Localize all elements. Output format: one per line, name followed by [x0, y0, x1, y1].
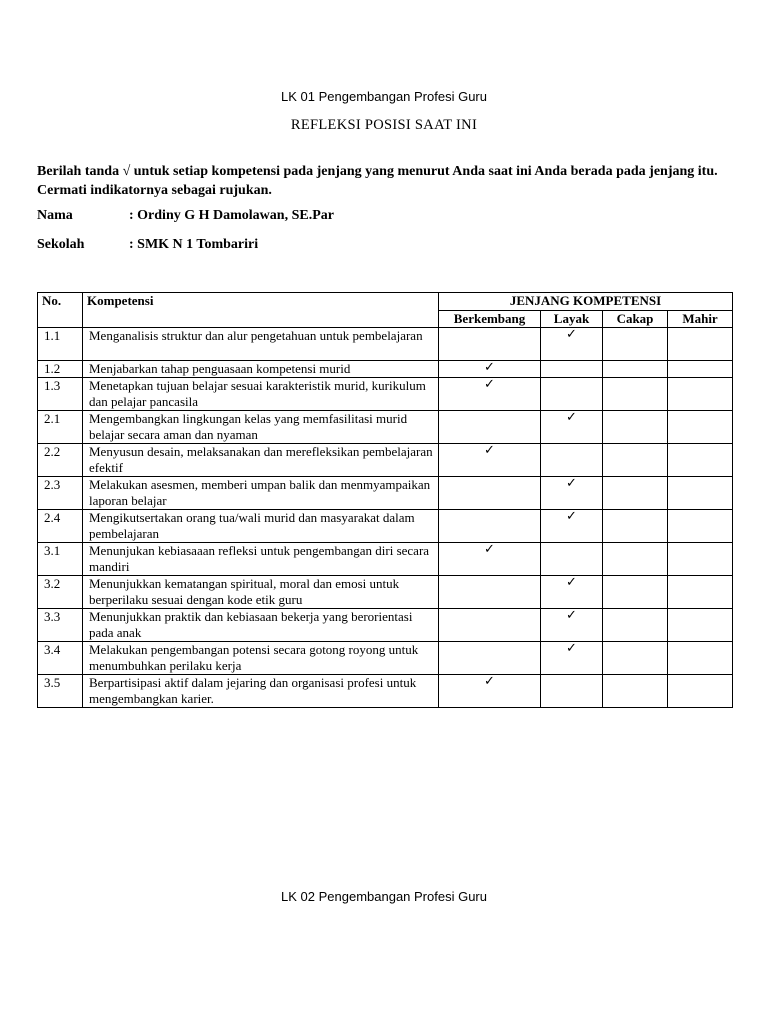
column-header-kompetensi: Kompetensi — [83, 293, 439, 328]
checkmark-icon: ✓ — [484, 674, 495, 689]
level-cell-mahir — [668, 675, 733, 708]
row-number: 3.4 — [38, 642, 83, 675]
instruction-text: Berilah tanda √ untuk setiap kompetensi pada jenjang yang menurut Anda saat ini Anda berada pada jenjang itu. Cermati indikatornya sebagai rujukan. — [37, 164, 718, 198]
table-row — [38, 675, 733, 708]
checkmark-icon: ✓ — [484, 542, 495, 557]
level-cell-cakap — [603, 543, 668, 576]
competency-text: Menjabarkan tahap penguasaan kompetensi murid — [83, 361, 439, 378]
document-header-lk02: LK 02 Pengembangan Profesi Guru — [281, 889, 487, 904]
school-field — [37, 237, 258, 253]
competency-table-body — [38, 328, 733, 708]
level-cell-berkembang — [439, 444, 541, 477]
table-row — [38, 477, 733, 510]
row-number: 3.1 — [38, 543, 83, 576]
table-row — [38, 411, 733, 444]
name-label: Nama — [37, 208, 73, 223]
column-header-berkembang: Berkembang — [439, 311, 541, 328]
table-row — [38, 378, 733, 411]
competency-text: Melakukan asesmen, memberi umpan balik dan menmyampaikan laporan belajar — [83, 477, 439, 510]
level-cell-berkembang — [439, 378, 541, 411]
table-row — [38, 444, 733, 477]
checkmark-icon: ✓ — [566, 327, 577, 342]
table-row — [38, 328, 733, 361]
level-cell-cakap — [603, 642, 668, 675]
school-value: : SMK N 1 Tombariri — [129, 237, 259, 252]
level-cell-layak — [541, 609, 603, 642]
competency-table — [37, 292, 733, 708]
column-header-mahir: Mahir — [668, 311, 733, 328]
level-cell-mahir — [668, 609, 733, 642]
level-cell-cakap — [603, 444, 668, 477]
level-cell-layak — [541, 642, 603, 675]
level-cell-berkembang — [439, 576, 541, 609]
level-cell-cakap — [603, 609, 668, 642]
checkmark-icon: ✓ — [566, 410, 577, 425]
level-cell-cakap — [603, 675, 668, 708]
table-row — [38, 576, 733, 609]
row-number: 3.5 — [38, 675, 83, 708]
column-header-cakap: Cakap — [603, 311, 668, 328]
level-cell-mahir — [668, 477, 733, 510]
competency-text: Menunjukkan praktik dan kebiasaan bekerja yang berorientasi pada anak — [83, 609, 439, 642]
row-number: 1.2 — [38, 361, 83, 378]
level-cell-berkembang — [439, 477, 541, 510]
level-cell-cakap — [603, 328, 668, 361]
level-cell-layak — [541, 361, 603, 378]
level-cell-layak — [541, 675, 603, 708]
level-cell-mahir — [668, 411, 733, 444]
row-number: 1.1 — [38, 328, 83, 361]
competency-text: Menunjukkan kematangan spiritual, moral dan emosi untuk berperilaku sesuai dengan kode etik guru — [83, 576, 439, 609]
level-cell-layak — [541, 510, 603, 543]
level-cell-cakap — [603, 411, 668, 444]
competency-text: Menetapkan tujuan belajar sesuai karakteristik murid, kurikulum dan pelajar pancasila — [83, 378, 439, 411]
level-cell-mahir — [668, 444, 733, 477]
document-header-lk01: LK 01 Pengembangan Profesi Guru — [281, 89, 487, 104]
level-cell-cakap — [603, 510, 668, 543]
table-row — [38, 510, 733, 543]
level-cell-berkembang — [439, 510, 541, 543]
competency-text: Mengembangkan lingkungan kelas yang memfasilitasi murid belajar secara aman dan nyaman — [83, 411, 439, 444]
competency-text: Berpartisipasi aktif dalam jejaring dan organisasi profesi untuk mengembangkan karier. — [83, 675, 439, 708]
row-number: 1.3 — [38, 378, 83, 411]
name-value: : Ordiny G H Damolawan, SE.Par — [129, 208, 334, 223]
competency-text: Menganalisis struktur dan alur pengetahuan untuk pembelajaran — [83, 328, 439, 361]
level-cell-mahir — [668, 642, 733, 675]
column-header-no: No. — [38, 293, 83, 328]
table-row — [38, 609, 733, 642]
row-number: 2.2 — [38, 444, 83, 477]
row-number: 3.3 — [38, 609, 83, 642]
level-cell-layak — [541, 444, 603, 477]
level-cell-mahir — [668, 328, 733, 361]
column-header-layak: Layak — [541, 311, 603, 328]
checkmark-icon: ✓ — [484, 443, 495, 458]
table-row — [38, 361, 733, 378]
school-label: Sekolah — [37, 237, 85, 252]
competency-text: Mengikutsertakan orang tua/wali murid dan masyarakat dalam pembelajaran — [83, 510, 439, 543]
competency-text: Melakukan pengembangan potensi secara gotong royong untuk menumbuhkan perilaku kerja — [83, 642, 439, 675]
level-cell-mahir — [668, 361, 733, 378]
level-cell-layak — [541, 328, 603, 361]
level-cell-layak — [541, 411, 603, 444]
level-cell-berkembang — [439, 328, 541, 361]
level-cell-berkembang — [439, 411, 541, 444]
checkmark-icon: ✓ — [484, 360, 495, 375]
column-group-header-jenjang: JENJANG KOMPETENSI — [439, 293, 733, 311]
level-cell-layak — [541, 543, 603, 576]
level-cell-cakap — [603, 576, 668, 609]
level-cell-cakap — [603, 477, 668, 510]
level-cell-berkembang — [439, 675, 541, 708]
checkmark-icon: ✓ — [566, 641, 577, 656]
table-row — [38, 543, 733, 576]
level-cell-berkembang — [439, 642, 541, 675]
row-number: 2.4 — [38, 510, 83, 543]
competency-text: Menyusun desain, melaksanakan dan merefleksikan pembelajaran efektif — [83, 444, 439, 477]
table-row — [38, 642, 733, 675]
name-field — [37, 208, 334, 224]
checkmark-icon: ✓ — [566, 575, 577, 590]
page-title: REFLEKSI POSISI SAAT INI — [290, 117, 478, 133]
level-cell-berkembang — [439, 609, 541, 642]
level-cell-cakap — [603, 378, 668, 411]
level-cell-layak — [541, 477, 603, 510]
level-cell-layak — [541, 378, 603, 411]
level-cell-mahir — [668, 378, 733, 411]
level-cell-berkembang — [439, 543, 541, 576]
checkmark-icon: ✓ — [566, 476, 577, 491]
level-cell-cakap — [603, 361, 668, 378]
row-number: 3.2 — [38, 576, 83, 609]
checkmark-icon: ✓ — [566, 509, 577, 524]
row-number: 2.3 — [38, 477, 83, 510]
level-cell-berkembang — [439, 361, 541, 378]
competency-text: Menunjukan kebiasaaan refleksi untuk pengembangan diri secara mandiri — [83, 543, 439, 576]
checkmark-icon: ✓ — [566, 608, 577, 623]
level-cell-layak — [541, 576, 603, 609]
level-cell-mahir — [668, 510, 733, 543]
checkmark-icon: ✓ — [484, 377, 495, 392]
level-cell-mahir — [668, 543, 733, 576]
row-number: 2.1 — [38, 411, 83, 444]
level-cell-mahir — [668, 576, 733, 609]
